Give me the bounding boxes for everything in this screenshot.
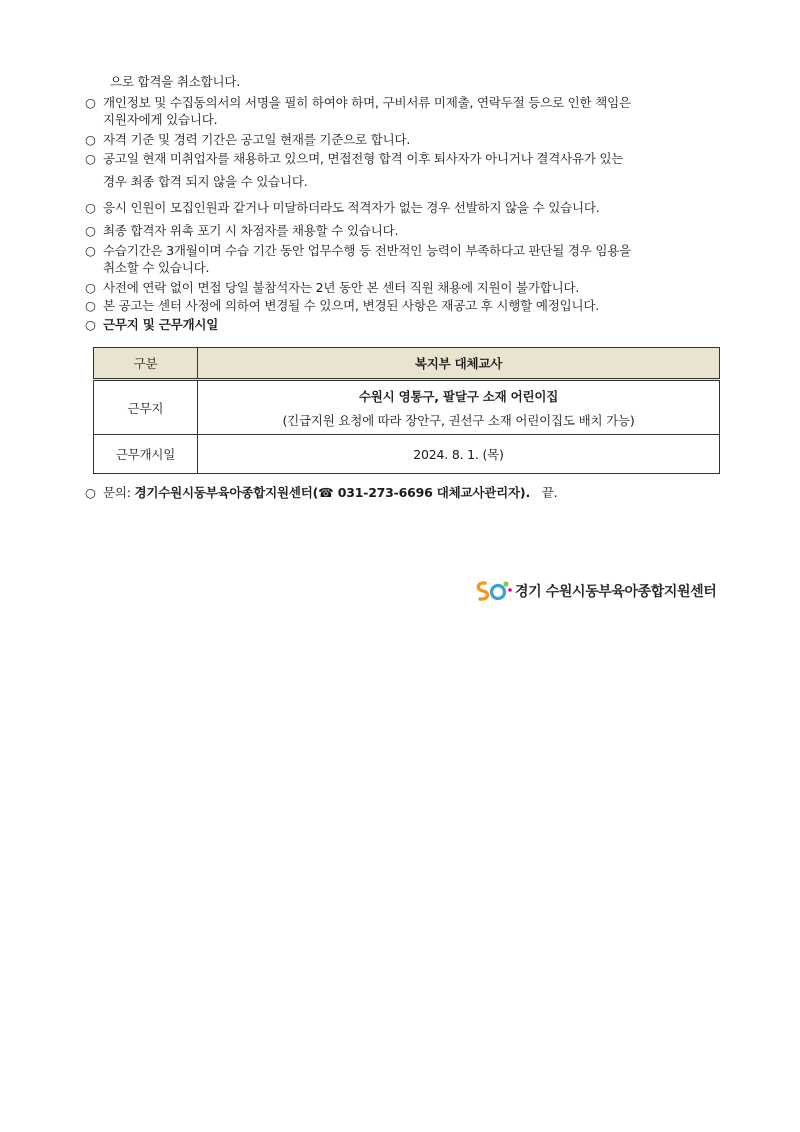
table-row (94, 435, 720, 474)
contact-prefix: 문의: (103, 485, 131, 500)
circle-bullet-icon: ○ (85, 95, 96, 110)
circle-bullet-icon: ○ (85, 132, 96, 147)
workplace-main: 수원시 영통구, 팔달구 소재 어린이집 (358, 388, 559, 404)
notice-item-1 (85, 94, 631, 112)
table-header-position: 복지부 대체교사 (198, 348, 720, 380)
circle-bullet-icon: ○ (85, 223, 96, 238)
contact-line (85, 484, 557, 502)
section-title (85, 316, 218, 334)
notice-item-2-line-0: 자격 기준 및 경력 기간은 공고일 현재를 기준으로 합니다. (103, 132, 411, 147)
center-logo-icon (473, 578, 513, 604)
notice-item-4 (85, 199, 600, 217)
contact-org: 경기수원시동부육아종합지원센터(☎ 031-273-6696 대체교사관리자). (134, 485, 530, 500)
table-row (94, 380, 720, 435)
row-value-start-date: 2024. 8. 1. (목) (198, 435, 720, 474)
notice-item-8 (85, 297, 599, 315)
circle-bullet-icon: ○ (85, 485, 96, 500)
notice-item-3-line-0: 공고일 현재 미취업자를 채용하고 있으며, 면접전형 합격 이후 퇴사자가 아니거나 결격사유가 있는 (103, 151, 624, 166)
notice-item-7 (85, 279, 579, 297)
row-label-start-date: 근무개시일 (94, 435, 198, 474)
circle-bullet-icon: ○ (85, 317, 96, 332)
circle-bullet-icon: ○ (85, 151, 96, 166)
notice-item-1-line-0: 개인정보 및 수집동의서의 서명을 필히 하여야 하며, 구비서류 미제출, 연락두절 등으로 인한 책임은 (103, 95, 631, 110)
row-label-workplace: 근무지 (94, 380, 198, 435)
notice-item-3 (85, 150, 623, 168)
circle-bullet-icon: ○ (85, 298, 96, 313)
section-title-text: 근무지 및 근무개시일 (103, 317, 219, 332)
workplace-sub: (긴급지원 요청에 따라 장안구, 권선구 소재 어린이집도 배치 가능) (282, 412, 635, 428)
row-value-workplace (198, 380, 720, 435)
notice-item-1-line-1: 지원자에게 있습니다. (103, 112, 218, 127)
notice-item-0-line-0: 으로 합격을 취소합니다. (110, 74, 241, 89)
center-logo (473, 578, 716, 604)
table-header-category: 구분 (94, 348, 198, 380)
notice-item-6-line-0: 수습기간은 3개월이며 수습 기간 동안 업무수행 등 전반적인 능력이 부족하다고 판단될 경우 임용을 (103, 243, 632, 258)
circle-bullet-icon: ○ (85, 280, 96, 295)
notice-item-8-line-0: 본 공고는 센터 사정에 의하여 변경될 수 있으며, 변경된 사항은 재공고 후 시행할 예정입니다. (103, 298, 599, 313)
notice-item-6-line-1: 취소할 수 있습니다. (103, 260, 210, 275)
circle-bullet-icon: ○ (85, 200, 96, 215)
circle-bullet-icon: ○ (85, 243, 96, 258)
notice-item-6 (85, 242, 631, 260)
notice-item-3-line-1: 경우 최종 합격 되지 않을 수 있습니다. (103, 174, 308, 189)
logo-text: 경기 수원시동부육아종합지원센터 (515, 584, 717, 600)
notice-item-7-line-0: 사전에 연락 없이 면접 당일 불참석자는 2년 동안 본 센터 직원 채용에 지원이 불가합니다. (103, 280, 580, 295)
work-info-table (93, 347, 720, 474)
notice-item-2 (85, 131, 410, 149)
notice-item-5 (85, 222, 398, 240)
table-header-row (94, 348, 720, 380)
notice-item-5-line-0: 최종 합격자 위촉 포기 시 차점자를 채용할 수 있습니다. (103, 223, 399, 238)
notice-item-4-line-0: 응시 인원이 모집인원과 같거나 미달하더라도 적격자가 없는 경우 선발하지 않을 수 있습니다. (103, 200, 600, 215)
contact-end: 끝. (541, 485, 558, 500)
